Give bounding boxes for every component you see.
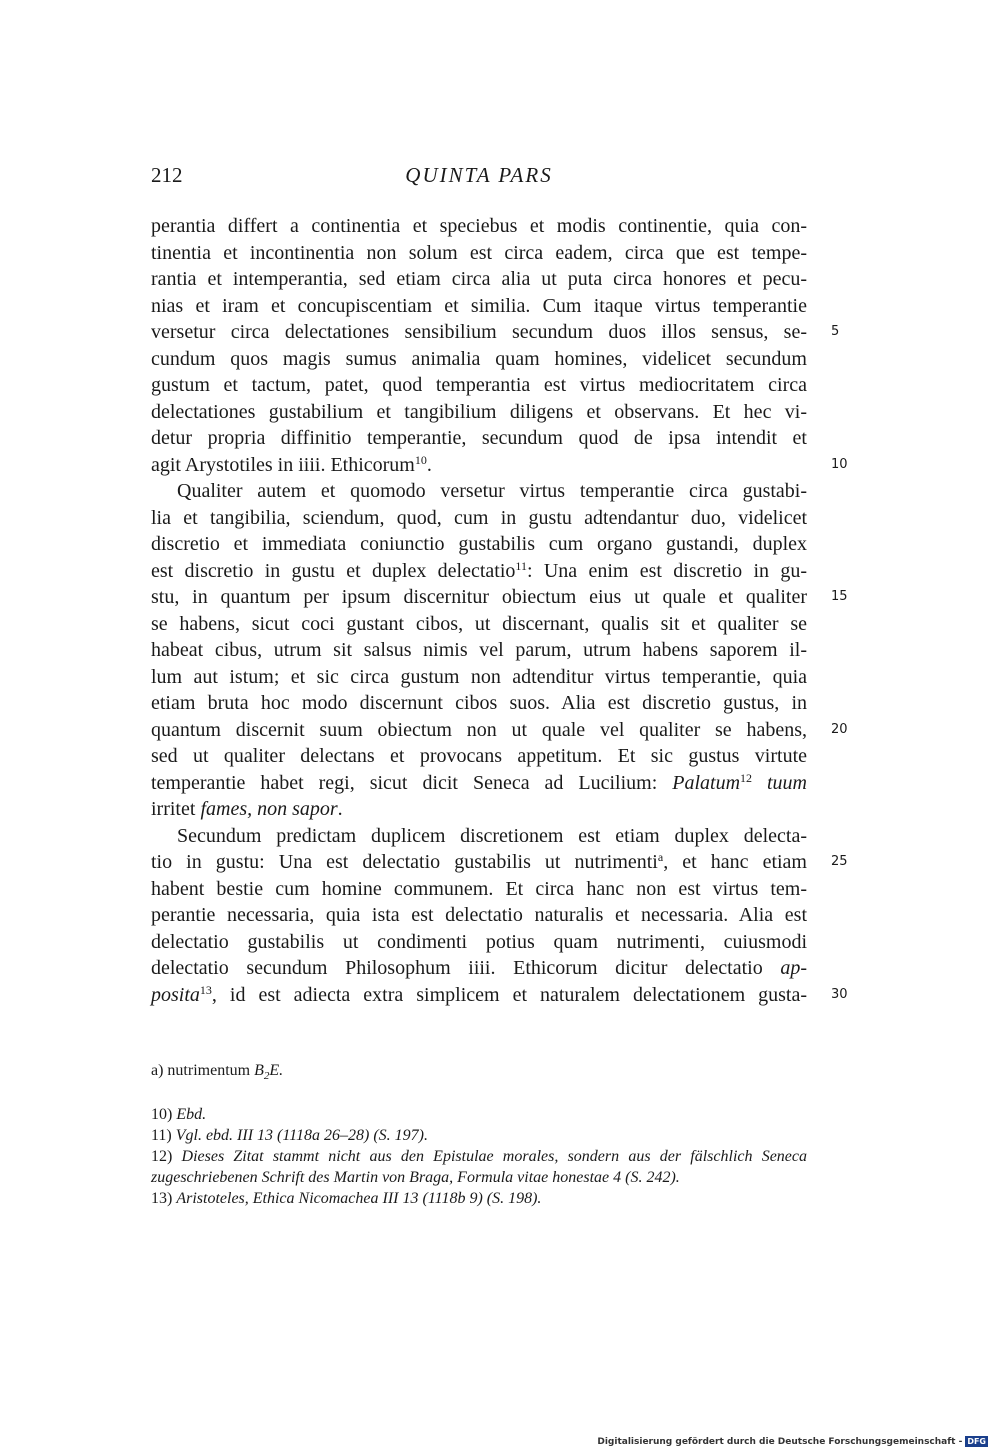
- text-line: temperantie habet regi, sicut dicit Seneca ad Lucilium: Palatum$^{12}$ tuum: [151, 770, 807, 794]
- line-number: 20: [831, 721, 848, 737]
- line-number: 10: [831, 456, 848, 472]
- page-header: [151, 163, 807, 195]
- text-line: lum aut istum; et sic circa gustum non adtenditur virtus temperantie, quia: [151, 665, 807, 688]
- digitization-credit: [597, 1436, 988, 1447]
- text-line: lia et tangibilia, sciendum, quod, cum in gustu adtendantur duo, videlicet: [151, 506, 807, 529]
- footnote-number: 13): [151, 1190, 177, 1208]
- text-line: delectatio secundum Philosophum iiii. Ethicorum dicitur delectatio ap-: [151, 957, 807, 979]
- apparatus-note: [151, 1060, 807, 1087]
- text-line: etiam bruta hoc modo discernunt cibos suos. Alia est discretio gustus, in: [151, 692, 807, 714]
- text-line: delectatio gustabilis ut condimenti potius quam nutrimenti, cuiusmodi: [151, 930, 807, 953]
- text-line: perantie necessaria, quia ista est delectatio naturalis et necessaria. Alia est: [151, 904, 807, 926]
- text-line: rantia et intemperantia, sed etiam circa alia ut puta circa honores et pecu-: [151, 268, 807, 290]
- footnote: [151, 1146, 807, 1188]
- line-number: 30: [831, 986, 848, 1002]
- main-text: [151, 213, 848, 1008]
- text-line: posita$^{13}$, id est adiecta extra simplicem et naturalem delectationem gusta- 30: [151, 982, 807, 1009]
- text-line: tio in gustu: Una est delectatio gustabilis ut nutrimenti$^a$, et hanc etiam 25: [151, 849, 807, 876]
- page-number: 212: [151, 163, 183, 187]
- apparatus-label: a) nutrimentum: [151, 1062, 251, 1079]
- text-line: delectationes gustabilium et tangibilium diligens et observans. Et hec vi-: [151, 400, 807, 423]
- text-line: quantum discernit suum obiectum non ut quale vel qualiter se habens, 20: [151, 717, 807, 744]
- text-line: gustum et tactum, patet, quod temperantia est virtus mediocritatem circa: [151, 374, 807, 396]
- footnote: [151, 1125, 807, 1146]
- credit-text: Digitalisierung gefördert durch die Deutsche Forschungsgemeinschaft -: [597, 1436, 963, 1447]
- text-line: agit Arystotiles in iiii. Ethicorum$^{10}$. 10: [151, 452, 807, 479]
- text-line: se habens, sicut coci gustant cibos, ut discernant, qualis sit et qualiter se: [151, 612, 807, 635]
- footnote-number: 12): [151, 1148, 182, 1166]
- notes-section: [151, 1060, 807, 1209]
- text-line: versetur circa delectationes sensibilium secundum duos illos sensus, se- 5: [151, 319, 807, 346]
- text-line: tinentia et incontinentia non solum est circa eadem, circa que est tempe-: [151, 241, 807, 264]
- text-line: Secundum predictam duplicem discretionem est etiam duplex delecta-: [177, 824, 807, 847]
- text-line: sed ut qualiter delectans et provocans appetitum. Et sic gustus virtute: [151, 745, 807, 767]
- text-line: habent bestie cum homine communem. Et circa hanc non est virtus tem-: [151, 877, 807, 900]
- footnote: [151, 1104, 807, 1125]
- footnote: [151, 1188, 807, 1209]
- text-line: habeat cibus, utrum sit salsus nimis vel parum, utrum habens saporem il-: [151, 639, 807, 661]
- running-head: QUINTA PARS: [405, 163, 553, 187]
- dfg-logo: DFG: [967, 1437, 986, 1446]
- text-line: cundum quos magis sumus animalia quam homines, videlicet secundum: [151, 347, 807, 370]
- text-line: irritet fames, non sapor.: [151, 798, 343, 820]
- line-number: 15: [831, 589, 848, 604]
- footnote-number: 11): [151, 1127, 176, 1145]
- footnote-text: Ebd.: [176, 1106, 207, 1124]
- text-line: Qualiter autem et quomodo versetur virtus temperantie circa gustabi-: [177, 480, 807, 502]
- line-number: 5: [831, 324, 840, 339]
- line-number: 25: [831, 854, 848, 869]
- text-line: est discretio in gustu et duplex delectatio$^{11}$: Una enim est discretio in gu-: [151, 558, 807, 582]
- footnote-text: Vgl. ebd. III 13 (1118a 26–28) (S. 197).: [175, 1127, 428, 1145]
- text-line: nias et iram et concupiscentiam et similia. Cum itaque virtus temperantie: [151, 294, 807, 317]
- text-line: perantia differt a continentia et speciebus et modis continentie, quia con-: [151, 215, 807, 237]
- text-line: discretio et immediata coniunctio gustabilis cum organo gustandi, duplex: [151, 533, 807, 555]
- apparatus-siglum: $B_2E$.: [254, 1062, 284, 1083]
- footnote-text: Dieses Zitat stammt nicht aus den Epistulae morales, sondern aus der fälschlich Seneca zugeschriebenen Schrift des Martin von Braga, Formula vitae honestae 4 (S. 242).: [151, 1148, 807, 1187]
- footnote-text: Aristoteles, Ethica Nicomachea III 13 (1118b 9) (S. 198).: [176, 1190, 542, 1208]
- text-line: stu, in quantum per ipsum discernitur obiectum eius ut quale et qualiter 15: [151, 584, 807, 611]
- text-line: detur propria diffinitio temperantie, secundum quod de ipsa intendit et: [151, 427, 807, 449]
- footnotes: [151, 1104, 807, 1209]
- footnote-number: 10): [151, 1106, 177, 1124]
